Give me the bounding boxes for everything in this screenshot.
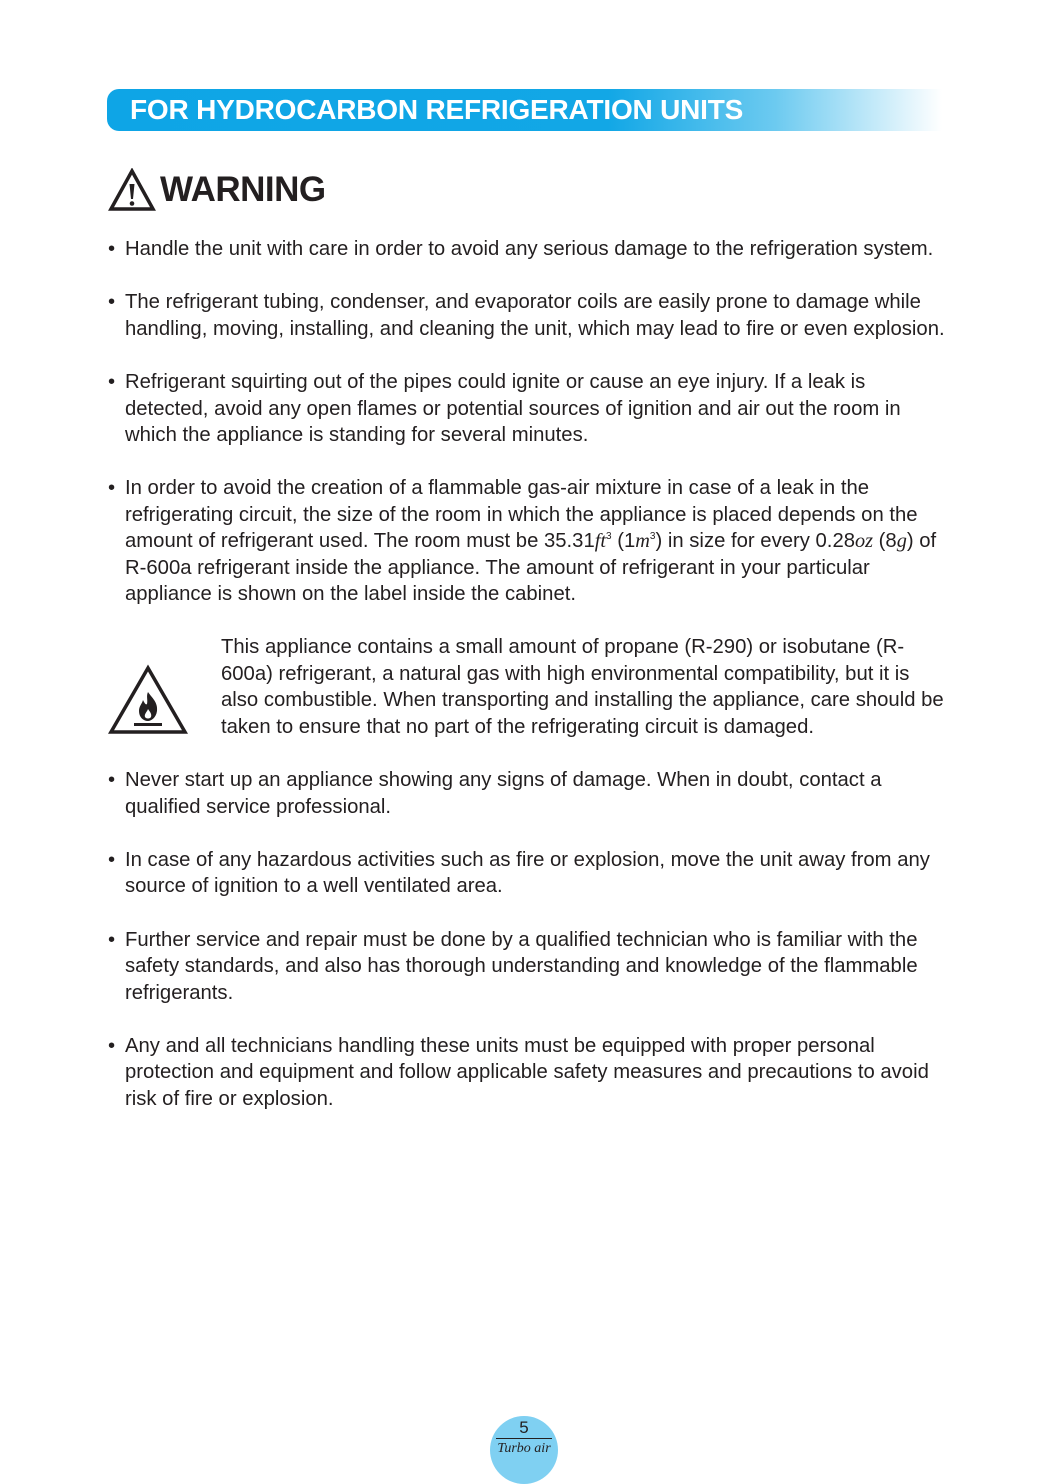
bullet: •: [108, 477, 116, 500]
unit: m: [635, 530, 650, 553]
warning-heading: [108, 168, 326, 212]
bullet: •: [108, 928, 116, 951]
item-text: Further service and repair must be done by a qualified technician who is familiar with the safety standards, and also has thorough understanding and knowledge of the flammable refrigerants.: [125, 928, 918, 1004]
item-text: ) of R-600a refrigerant inside the appliance. The amount of refrigerant in your particular appliance is shown on the label inside the cabinet.: [125, 530, 937, 606]
item-text: Refrigerant squirting out of the pipes could ignite or cause an eye injury. If a leak is detected, avoid any open flames or potential sources of ignition and air out the room in which the appliance is standing for several minutes.: [125, 371, 901, 447]
brand-name: Turbo air: [497, 1441, 551, 1456]
item-text: ) in size for every 0.28: [655, 530, 855, 553]
list-item: [108, 289, 948, 342]
bullet: •: [108, 371, 116, 394]
bullet: •: [108, 1034, 116, 1057]
list-item: [108, 1033, 948, 1112]
warning-title: WARNING: [160, 170, 326, 209]
item-text: The refrigerant tubing, condenser, and evaporator coils are easily prone to damage while handling, moving, installing, and cleaning the unit, which may lead to fire or even explosion.: [125, 291, 945, 340]
page-number: 5: [519, 1418, 529, 1437]
item-text: In case of any hazardous activities such as fire or explosion, move the unit away from any source of ignition to a well ventilated area.: [125, 848, 930, 898]
flammable-icon: [108, 664, 188, 736]
unit: ft: [594, 530, 607, 553]
warning-list: [108, 236, 948, 1139]
flammable-note: [108, 634, 948, 740]
section-title: FOR HYDROCARBON REFRIGERATION UNITS: [130, 94, 744, 125]
list-item-room-size: [108, 475, 948, 607]
unit: oz: [855, 530, 874, 553]
unit: g: [896, 530, 907, 553]
list-item: [108, 369, 948, 448]
item-text: Any and all technicians handling these units must be equipped with proper personal protection and equipment and follow applicable safety measures and precautions to avoid risk of fire or explosion.: [125, 1034, 929, 1110]
superscript: 3: [606, 531, 612, 543]
flammable-note-text: This appliance contains a small amount of propane (R-290) or isobutane (R-600a) refrigerant, a natural gas with high environmental compatibility, but it is also combustible. When transporting and installing the appliance, care should be taken to ensure that no part of the refrigerating circuit is damaged.: [221, 636, 944, 738]
list-item: [108, 847, 948, 900]
warning-triangle-icon: [108, 168, 156, 212]
list-item: [108, 767, 948, 820]
list-item: [108, 236, 948, 262]
bullet: •: [108, 291, 116, 314]
item-text: Handle the unit with care in order to avoid any serious damage to the refrigeration system.: [125, 238, 934, 260]
bullet: •: [108, 769, 116, 792]
section-banner: [107, 89, 942, 131]
bullet: •: [108, 848, 116, 871]
superscript: 3: [649, 531, 656, 543]
list-item: [108, 927, 948, 1006]
item-text: (8: [873, 530, 897, 553]
divider: [496, 1438, 552, 1439]
item-text: (1: [611, 530, 636, 553]
item-text: In order to avoid the creation of a flammable gas-air mixture in case of a leak in the refrigerating circuit, the size of the room in which the appliance is placed depends on the amount of refrigerant used. The room must be 35.31: [125, 477, 918, 553]
bullet: •: [108, 238, 116, 260]
item-text: Never start up an appliance showing any signs of damage. When in doubt, contact a qualified service professional.: [125, 769, 882, 818]
